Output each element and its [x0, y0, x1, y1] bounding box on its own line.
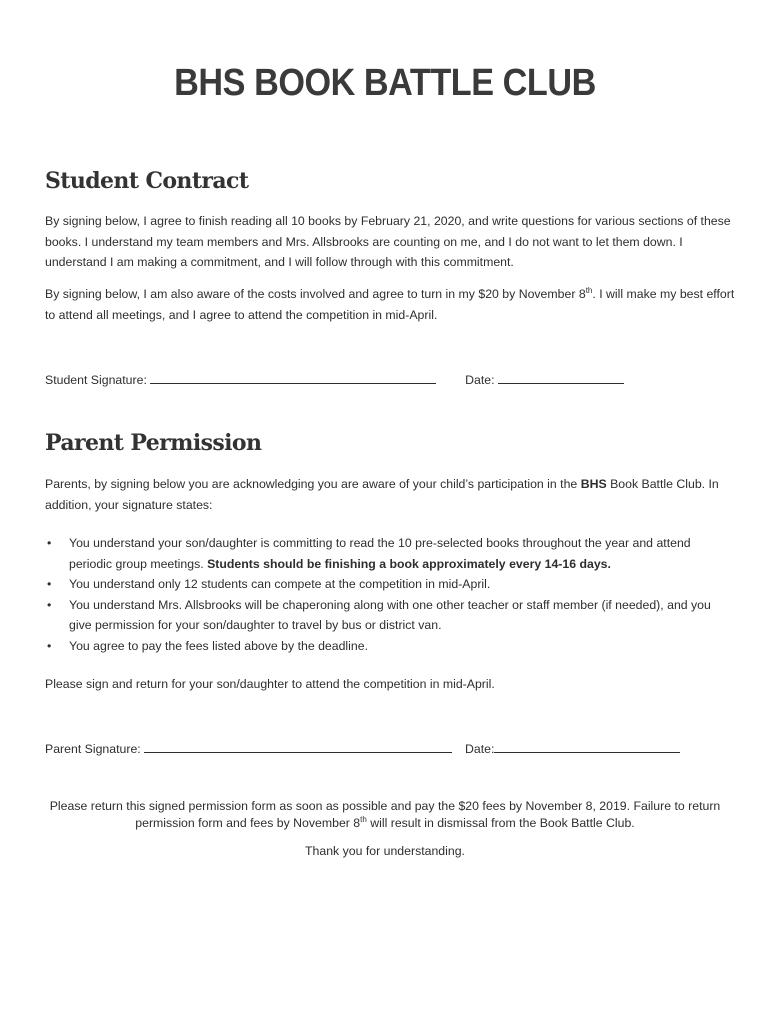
- ordinal-suffix: th: [360, 814, 367, 824]
- list-item: [45, 574, 735, 595]
- student-date-field[interactable]: [498, 371, 624, 384]
- student-contract-paragraph-2: [45, 284, 735, 325]
- return-notice: [45, 798, 725, 832]
- ordinal-suffix: th: [585, 285, 593, 295]
- parent-permission-heading: Parent Permission: [45, 430, 262, 456]
- parent-permission-list: [45, 533, 735, 657]
- bullet-icon: •: [47, 577, 52, 592]
- student-date-label: Date:: [465, 373, 495, 387]
- parent-closing-text: Please sign and return for your son/daughter to attend the competition in mid-April.: [45, 677, 495, 691]
- student-signature-field[interactable]: [150, 371, 436, 384]
- list-item-text: You understand your son/daughter is committing to read the 10 pre-selected books throughout the year and attend periodic group meetings.: [69, 536, 691, 571]
- paragraph-text: . I will make my best effort to attend all meetings, and I agree to attend the competition in mid-April.: [45, 287, 735, 322]
- student-signature-label: Student Signature:: [45, 373, 147, 387]
- student-signature-row: [45, 371, 624, 387]
- list-item-text: You agree to pay the fees listed above by the deadline.: [69, 638, 368, 653]
- parent-signature-row: [45, 740, 680, 756]
- paragraph-text: Parents, by signing below you are acknowledging you are aware of your child’s participation in the: [45, 477, 581, 491]
- list-item: [45, 595, 735, 636]
- student-contract-heading: Student Contract: [45, 168, 249, 194]
- bullet-icon: •: [47, 597, 52, 612]
- parent-signature-field[interactable]: [144, 740, 452, 753]
- parent-date-field[interactable]: [494, 740, 680, 753]
- list-item-text: You understand only 12 students can compete at the competition in mid-April.: [69, 577, 491, 592]
- student-contract-paragraph-1: By signing below, I agree to finish reading all 10 books by February 21, 2020, and write questions for various sections of these books. I understand my team members and Mrs. Allsbrooks are counting on me, and I do not want to let them down. I understand I am making a commitment, and I will follow through with this commitment.: [45, 214, 731, 270]
- list-item-text: You understand Mrs. Allsbrooks will be chaperoning along with one other teacher or staff member (if needed), and you give permission for your son/daughter to travel by bus or district van.: [69, 597, 711, 633]
- parent-date-label: Date:: [464, 742, 495, 756]
- document-title: BHS BOOK BATTLE CLUB: [174, 62, 596, 104]
- thank-you-text: Thank you for understanding.: [305, 844, 465, 858]
- bullet-icon: •: [47, 638, 52, 653]
- bullet-icon: •: [47, 536, 52, 550]
- notice-text: Please return this signed permission form as soon as possible and pay the $20 fees by November 8, 2019. Failure to return permission form and fees by November 8: [49, 799, 721, 830]
- list-item-bold-text: Students should be finishing a book approximately every 14-16 days.: [207, 556, 611, 571]
- list-item: [45, 636, 735, 657]
- parent-signature-label: Parent Signature:: [45, 742, 141, 756]
- list-item: [45, 533, 735, 574]
- bold-text: BHS: [580, 477, 607, 491]
- paragraph-text: Book Battle Club. In addition, your signature states:: [45, 477, 719, 512]
- paragraph-text: By signing below, I am also aware of the costs involved and agree to turn in my $20 by November 8: [45, 287, 586, 301]
- notice-text: will result in dismissal from the Book Battle Club.: [366, 816, 635, 830]
- parent-permission-intro: [45, 474, 735, 515]
